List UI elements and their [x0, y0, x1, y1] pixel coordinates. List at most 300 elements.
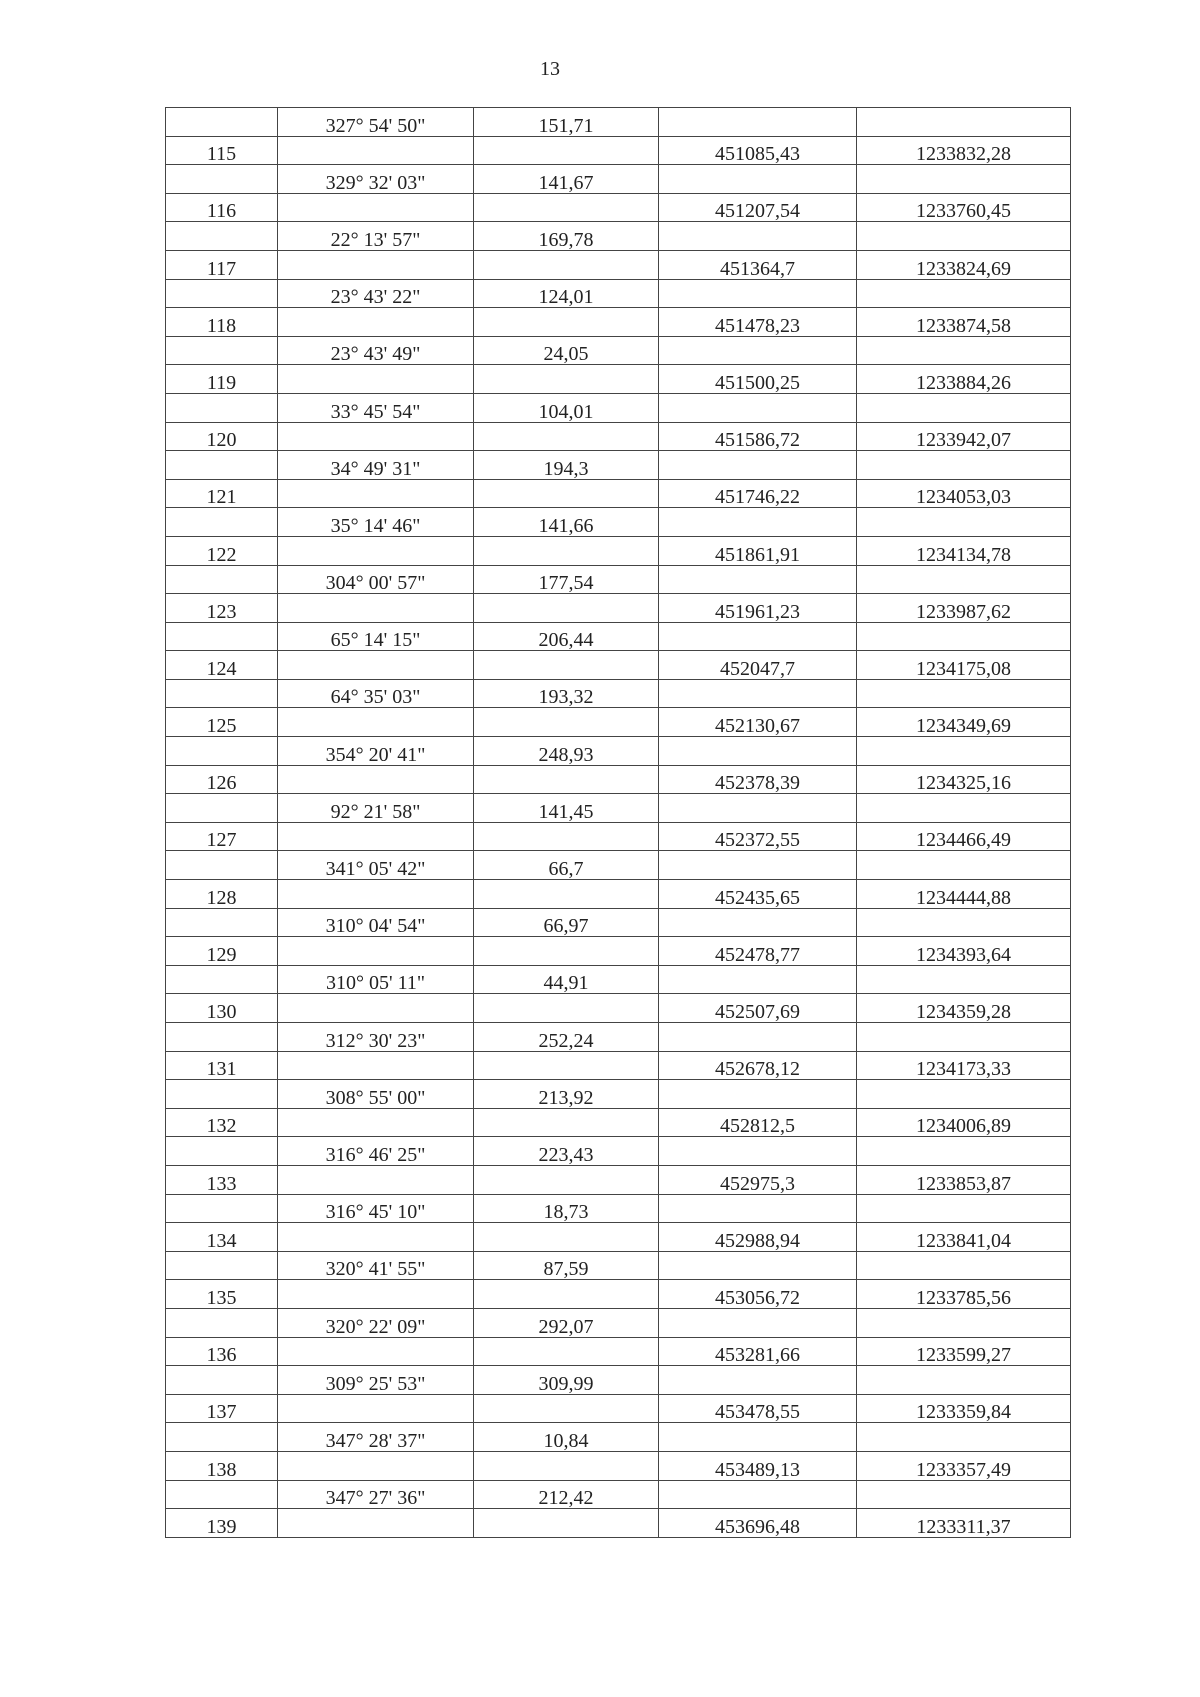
direction-angle-cell: 347° 28' 37"	[278, 1423, 474, 1452]
point-number-cell: 127	[166, 822, 278, 851]
direction-angle-cell	[278, 880, 474, 909]
y-coordinate-cell: 1233841,04	[857, 1223, 1071, 1252]
table-row	[166, 165, 1071, 194]
x-coordinate-cell	[659, 622, 857, 651]
y-coordinate-cell: 1234393,64	[857, 937, 1071, 966]
y-coordinate-cell	[857, 908, 1071, 937]
distance-cell	[474, 765, 659, 794]
point-number-cell: 122	[166, 536, 278, 565]
distance-cell: 24,05	[474, 336, 659, 365]
x-coordinate-cell: 453478,55	[659, 1394, 857, 1423]
x-coordinate-cell: 452378,39	[659, 765, 857, 794]
distance-cell	[474, 136, 659, 165]
direction-angle-cell: 22° 13' 57"	[278, 222, 474, 251]
direction-angle-cell	[278, 651, 474, 680]
point-number-cell: 126	[166, 765, 278, 794]
point-number-cell: 123	[166, 594, 278, 623]
distance-cell	[474, 994, 659, 1023]
y-coordinate-cell	[857, 165, 1071, 194]
table-row	[166, 1451, 1071, 1480]
x-coordinate-cell	[659, 508, 857, 537]
table-row	[166, 1194, 1071, 1223]
distance-cell: 292,07	[474, 1308, 659, 1337]
table-row	[166, 279, 1071, 308]
x-coordinate-cell	[659, 851, 857, 880]
table-row	[166, 651, 1071, 680]
table-row	[166, 250, 1071, 279]
x-coordinate-cell	[659, 679, 857, 708]
x-coordinate-cell	[659, 279, 857, 308]
point-number-cell	[166, 565, 278, 594]
direction-angle-cell: 327° 54' 50"	[278, 108, 474, 137]
distance-cell: 223,43	[474, 1137, 659, 1166]
distance-cell	[474, 937, 659, 966]
y-coordinate-cell	[857, 279, 1071, 308]
distance-cell: 141,45	[474, 794, 659, 823]
x-coordinate-cell: 451746,22	[659, 479, 857, 508]
table-row	[166, 994, 1071, 1023]
x-coordinate-cell	[659, 1080, 857, 1109]
x-coordinate-cell	[659, 108, 857, 137]
table-row	[166, 565, 1071, 594]
direction-angle-cell	[278, 1337, 474, 1366]
direction-angle-cell	[278, 937, 474, 966]
x-coordinate-cell: 452435,65	[659, 880, 857, 909]
table-row	[166, 393, 1071, 422]
table-row	[166, 508, 1071, 537]
y-coordinate-cell	[857, 1080, 1071, 1109]
y-coordinate-cell	[857, 222, 1071, 251]
direction-angle-cell: 310° 05' 11"	[278, 965, 474, 994]
y-coordinate-cell: 1234466,49	[857, 822, 1071, 851]
y-coordinate-cell: 1234175,08	[857, 651, 1071, 680]
table-row	[166, 336, 1071, 365]
y-coordinate-cell: 1233987,62	[857, 594, 1071, 623]
point-number-cell: 139	[166, 1509, 278, 1538]
distance-cell	[474, 365, 659, 394]
point-number-cell: 129	[166, 937, 278, 966]
y-coordinate-cell	[857, 393, 1071, 422]
x-coordinate-cell: 451500,25	[659, 365, 857, 394]
table-row	[166, 851, 1071, 880]
y-coordinate-cell	[857, 622, 1071, 651]
distance-cell: 124,01	[474, 279, 659, 308]
direction-angle-cell	[278, 308, 474, 337]
point-number-cell: 135	[166, 1280, 278, 1309]
x-coordinate-cell	[659, 1366, 857, 1395]
direction-angle-cell	[278, 1394, 474, 1423]
y-coordinate-cell	[857, 1194, 1071, 1223]
direction-angle-cell: 23° 43' 22"	[278, 279, 474, 308]
x-coordinate-cell	[659, 965, 857, 994]
distance-cell	[474, 1051, 659, 1080]
table-row	[166, 1051, 1071, 1080]
x-coordinate-cell: 453056,72	[659, 1280, 857, 1309]
table-row	[166, 1165, 1071, 1194]
table-row	[166, 1251, 1071, 1280]
y-coordinate-cell	[857, 451, 1071, 480]
table-row	[166, 1023, 1071, 1052]
y-coordinate-cell: 1233357,49	[857, 1451, 1071, 1480]
direction-angle-cell: 341° 05' 42"	[278, 851, 474, 880]
direction-angle-cell	[278, 1280, 474, 1309]
distance-cell: 66,97	[474, 908, 659, 937]
direction-angle-cell	[278, 994, 474, 1023]
point-number-cell: 134	[166, 1223, 278, 1252]
direction-angle-cell	[278, 594, 474, 623]
table-row	[166, 193, 1071, 222]
table-row	[166, 1223, 1071, 1252]
point-number-cell: 125	[166, 708, 278, 737]
point-number-cell: 131	[166, 1051, 278, 1080]
x-coordinate-cell	[659, 565, 857, 594]
distance-cell	[474, 1280, 659, 1309]
x-coordinate-cell: 452812,5	[659, 1108, 857, 1137]
table-row	[166, 1423, 1071, 1452]
direction-angle-cell	[278, 193, 474, 222]
y-coordinate-cell	[857, 965, 1071, 994]
direction-angle-cell: 347° 27' 36"	[278, 1480, 474, 1509]
distance-cell: 44,91	[474, 965, 659, 994]
distance-cell: 177,54	[474, 565, 659, 594]
direction-angle-cell	[278, 1509, 474, 1538]
distance-cell: 252,24	[474, 1023, 659, 1052]
direction-angle-cell: 23° 43' 49"	[278, 336, 474, 365]
direction-angle-cell: 316° 46' 25"	[278, 1137, 474, 1166]
point-number-cell: 130	[166, 994, 278, 1023]
x-coordinate-cell	[659, 336, 857, 365]
distance-cell	[474, 1394, 659, 1423]
table-row	[166, 1366, 1071, 1395]
x-coordinate-cell: 451207,54	[659, 193, 857, 222]
distance-cell: 141,67	[474, 165, 659, 194]
distance-cell: 104,01	[474, 393, 659, 422]
x-coordinate-cell: 452478,77	[659, 937, 857, 966]
y-coordinate-cell: 1234349,69	[857, 708, 1071, 737]
x-coordinate-cell: 452130,67	[659, 708, 857, 737]
distance-cell	[474, 651, 659, 680]
y-coordinate-cell	[857, 794, 1071, 823]
point-number-cell: 116	[166, 193, 278, 222]
direction-angle-cell: 35° 14' 46"	[278, 508, 474, 537]
direction-angle-cell	[278, 1451, 474, 1480]
y-coordinate-cell: 1234325,16	[857, 765, 1071, 794]
y-coordinate-cell	[857, 737, 1071, 766]
x-coordinate-cell	[659, 1423, 857, 1452]
point-number-cell: 138	[166, 1451, 278, 1480]
table-row	[166, 1137, 1071, 1166]
direction-angle-cell: 92° 21' 58"	[278, 794, 474, 823]
point-number-cell	[166, 1423, 278, 1452]
table-row	[166, 794, 1071, 823]
table-row	[166, 222, 1071, 251]
y-coordinate-cell: 1234173,33	[857, 1051, 1071, 1080]
table-row	[166, 1509, 1071, 1538]
distance-cell	[474, 422, 659, 451]
table-row	[166, 1308, 1071, 1337]
distance-cell: 151,71	[474, 108, 659, 137]
point-number-cell: 137	[166, 1394, 278, 1423]
distance-cell: 212,42	[474, 1480, 659, 1509]
distance-cell: 141,66	[474, 508, 659, 537]
direction-angle-cell	[278, 250, 474, 279]
x-coordinate-cell: 452372,55	[659, 822, 857, 851]
y-coordinate-cell	[857, 1137, 1071, 1166]
point-number-cell	[166, 336, 278, 365]
point-number-cell	[166, 1251, 278, 1280]
point-number-cell: 117	[166, 250, 278, 279]
direction-angle-cell	[278, 708, 474, 737]
y-coordinate-cell: 1233942,07	[857, 422, 1071, 451]
table-row	[166, 1337, 1071, 1366]
y-coordinate-cell: 1234134,78	[857, 536, 1071, 565]
y-coordinate-cell	[857, 336, 1071, 365]
table-row	[166, 908, 1071, 937]
x-coordinate-cell: 451085,43	[659, 136, 857, 165]
table-row	[166, 1394, 1071, 1423]
distance-cell: 206,44	[474, 622, 659, 651]
distance-cell	[474, 1108, 659, 1137]
point-number-cell: 124	[166, 651, 278, 680]
point-number-cell	[166, 1308, 278, 1337]
y-coordinate-cell	[857, 1423, 1071, 1452]
point-number-cell: 132	[166, 1108, 278, 1137]
table-row	[166, 679, 1071, 708]
distance-cell	[474, 822, 659, 851]
point-number-cell	[166, 1480, 278, 1509]
y-coordinate-cell: 1234053,03	[857, 479, 1071, 508]
distance-cell	[474, 1165, 659, 1194]
table-row	[166, 622, 1071, 651]
table-row	[166, 422, 1071, 451]
point-number-cell	[166, 1194, 278, 1223]
distance-cell	[474, 250, 659, 279]
direction-angle-cell	[278, 765, 474, 794]
y-coordinate-cell: 1233599,27	[857, 1337, 1071, 1366]
distance-cell	[474, 1509, 659, 1538]
table-row	[166, 108, 1071, 137]
x-coordinate-cell: 453696,48	[659, 1509, 857, 1538]
point-number-cell	[166, 222, 278, 251]
point-number-cell	[166, 508, 278, 537]
x-coordinate-cell: 452678,12	[659, 1051, 857, 1080]
table-row	[166, 822, 1071, 851]
point-number-cell: 119	[166, 365, 278, 394]
x-coordinate-cell	[659, 393, 857, 422]
table-row	[166, 594, 1071, 623]
distance-cell: 194,3	[474, 451, 659, 480]
direction-angle-cell: 316° 45' 10"	[278, 1194, 474, 1223]
table-row	[166, 765, 1071, 794]
y-coordinate-cell: 1233824,69	[857, 250, 1071, 279]
x-coordinate-cell	[659, 1023, 857, 1052]
point-number-cell: 128	[166, 880, 278, 909]
point-number-cell: 133	[166, 1165, 278, 1194]
distance-cell	[474, 1223, 659, 1252]
point-number-cell	[166, 393, 278, 422]
table-row	[166, 965, 1071, 994]
direction-angle-cell: 329° 32' 03"	[278, 165, 474, 194]
y-coordinate-cell	[857, 679, 1071, 708]
x-coordinate-cell	[659, 1480, 857, 1509]
y-coordinate-cell: 1233874,58	[857, 308, 1071, 337]
distance-cell	[474, 1451, 659, 1480]
direction-angle-cell	[278, 1223, 474, 1252]
y-coordinate-cell: 1234444,88	[857, 880, 1071, 909]
distance-cell: 309,99	[474, 1366, 659, 1395]
direction-angle-cell	[278, 136, 474, 165]
point-number-cell	[166, 165, 278, 194]
point-number-cell: 121	[166, 479, 278, 508]
x-coordinate-cell	[659, 1137, 857, 1166]
x-coordinate-cell: 453489,13	[659, 1451, 857, 1480]
coordinates-table-body	[166, 108, 1071, 1538]
distance-cell	[474, 536, 659, 565]
x-coordinate-cell	[659, 1308, 857, 1337]
x-coordinate-cell: 451478,23	[659, 308, 857, 337]
direction-angle-cell: 304° 00' 57"	[278, 565, 474, 594]
distance-cell: 10,84	[474, 1423, 659, 1452]
x-coordinate-cell: 452047,7	[659, 651, 857, 680]
table-row	[166, 365, 1071, 394]
point-number-cell	[166, 1023, 278, 1052]
direction-angle-cell: 309° 25' 53"	[278, 1366, 474, 1395]
x-coordinate-cell	[659, 908, 857, 937]
coordinates-table	[165, 107, 1071, 1538]
direction-angle-cell	[278, 1165, 474, 1194]
table-row	[166, 536, 1071, 565]
direction-angle-cell: 320° 41' 55"	[278, 1251, 474, 1280]
y-coordinate-cell: 1234359,28	[857, 994, 1071, 1023]
y-coordinate-cell	[857, 1366, 1071, 1395]
x-coordinate-cell	[659, 794, 857, 823]
distance-cell	[474, 594, 659, 623]
point-number-cell: 118	[166, 308, 278, 337]
distance-cell	[474, 479, 659, 508]
table-row	[166, 1080, 1071, 1109]
table-row	[166, 451, 1071, 480]
table-row	[166, 937, 1071, 966]
direction-angle-cell	[278, 822, 474, 851]
x-coordinate-cell	[659, 1251, 857, 1280]
direction-angle-cell	[278, 365, 474, 394]
x-coordinate-cell	[659, 165, 857, 194]
point-number-cell	[166, 108, 278, 137]
y-coordinate-cell: 1234006,89	[857, 1108, 1071, 1137]
table-row	[166, 479, 1071, 508]
x-coordinate-cell: 451364,7	[659, 250, 857, 279]
y-coordinate-cell	[857, 565, 1071, 594]
y-coordinate-cell	[857, 1308, 1071, 1337]
direction-angle-cell: 308° 55' 00"	[278, 1080, 474, 1109]
table-row	[166, 136, 1071, 165]
point-number-cell	[166, 451, 278, 480]
y-coordinate-cell: 1233884,26	[857, 365, 1071, 394]
table-row	[166, 737, 1071, 766]
distance-cell: 66,7	[474, 851, 659, 880]
direction-angle-cell	[278, 1108, 474, 1137]
distance-cell: 248,93	[474, 737, 659, 766]
y-coordinate-cell	[857, 1023, 1071, 1052]
direction-angle-cell: 34° 49' 31"	[278, 451, 474, 480]
distance-cell	[474, 193, 659, 222]
x-coordinate-cell: 452988,94	[659, 1223, 857, 1252]
table-row	[166, 1108, 1071, 1137]
point-number-cell	[166, 1080, 278, 1109]
point-number-cell	[166, 794, 278, 823]
point-number-cell	[166, 965, 278, 994]
y-coordinate-cell: 1233311,37	[857, 1509, 1071, 1538]
distance-cell: 213,92	[474, 1080, 659, 1109]
point-number-cell	[166, 1366, 278, 1395]
y-coordinate-cell	[857, 1480, 1071, 1509]
table-row	[166, 1480, 1071, 1509]
distance-cell	[474, 1337, 659, 1366]
y-coordinate-cell: 1233832,28	[857, 136, 1071, 165]
distance-cell: 18,73	[474, 1194, 659, 1223]
distance-cell: 169,78	[474, 222, 659, 251]
x-coordinate-cell	[659, 1194, 857, 1223]
distance-cell	[474, 708, 659, 737]
distance-cell: 87,59	[474, 1251, 659, 1280]
direction-angle-cell: 65° 14' 15"	[278, 622, 474, 651]
x-coordinate-cell: 452975,3	[659, 1165, 857, 1194]
distance-cell	[474, 308, 659, 337]
point-number-cell: 136	[166, 1337, 278, 1366]
y-coordinate-cell: 1233760,45	[857, 193, 1071, 222]
x-coordinate-cell	[659, 222, 857, 251]
y-coordinate-cell	[857, 851, 1071, 880]
direction-angle-cell: 312° 30' 23"	[278, 1023, 474, 1052]
y-coordinate-cell: 1233359,84	[857, 1394, 1071, 1423]
table-row	[166, 1280, 1071, 1309]
y-coordinate-cell: 1233785,56	[857, 1280, 1071, 1309]
x-coordinate-cell: 451861,91	[659, 536, 857, 565]
direction-angle-cell	[278, 1051, 474, 1080]
x-coordinate-cell	[659, 737, 857, 766]
direction-angle-cell	[278, 479, 474, 508]
direction-angle-cell: 310° 04' 54"	[278, 908, 474, 937]
point-number-cell	[166, 851, 278, 880]
y-coordinate-cell	[857, 108, 1071, 137]
y-coordinate-cell	[857, 508, 1071, 537]
direction-angle-cell: 320° 22' 09"	[278, 1308, 474, 1337]
x-coordinate-cell: 451961,23	[659, 594, 857, 623]
direction-angle-cell	[278, 422, 474, 451]
distance-cell	[474, 880, 659, 909]
point-number-cell: 115	[166, 136, 278, 165]
y-coordinate-cell: 1233853,87	[857, 1165, 1071, 1194]
table-row	[166, 308, 1071, 337]
direction-angle-cell: 354° 20' 41"	[278, 737, 474, 766]
point-number-cell	[166, 679, 278, 708]
table-row	[166, 880, 1071, 909]
point-number-cell	[166, 622, 278, 651]
x-coordinate-cell: 451586,72	[659, 422, 857, 451]
x-coordinate-cell	[659, 451, 857, 480]
direction-angle-cell: 64° 35' 03"	[278, 679, 474, 708]
point-number-cell	[166, 279, 278, 308]
direction-angle-cell: 33° 45' 54"	[278, 393, 474, 422]
point-number-cell	[166, 908, 278, 937]
x-coordinate-cell: 453281,66	[659, 1337, 857, 1366]
direction-angle-cell	[278, 536, 474, 565]
point-number-cell	[166, 737, 278, 766]
table-row	[166, 708, 1071, 737]
x-coordinate-cell: 452507,69	[659, 994, 857, 1023]
distance-cell: 193,32	[474, 679, 659, 708]
y-coordinate-cell	[857, 1251, 1071, 1280]
